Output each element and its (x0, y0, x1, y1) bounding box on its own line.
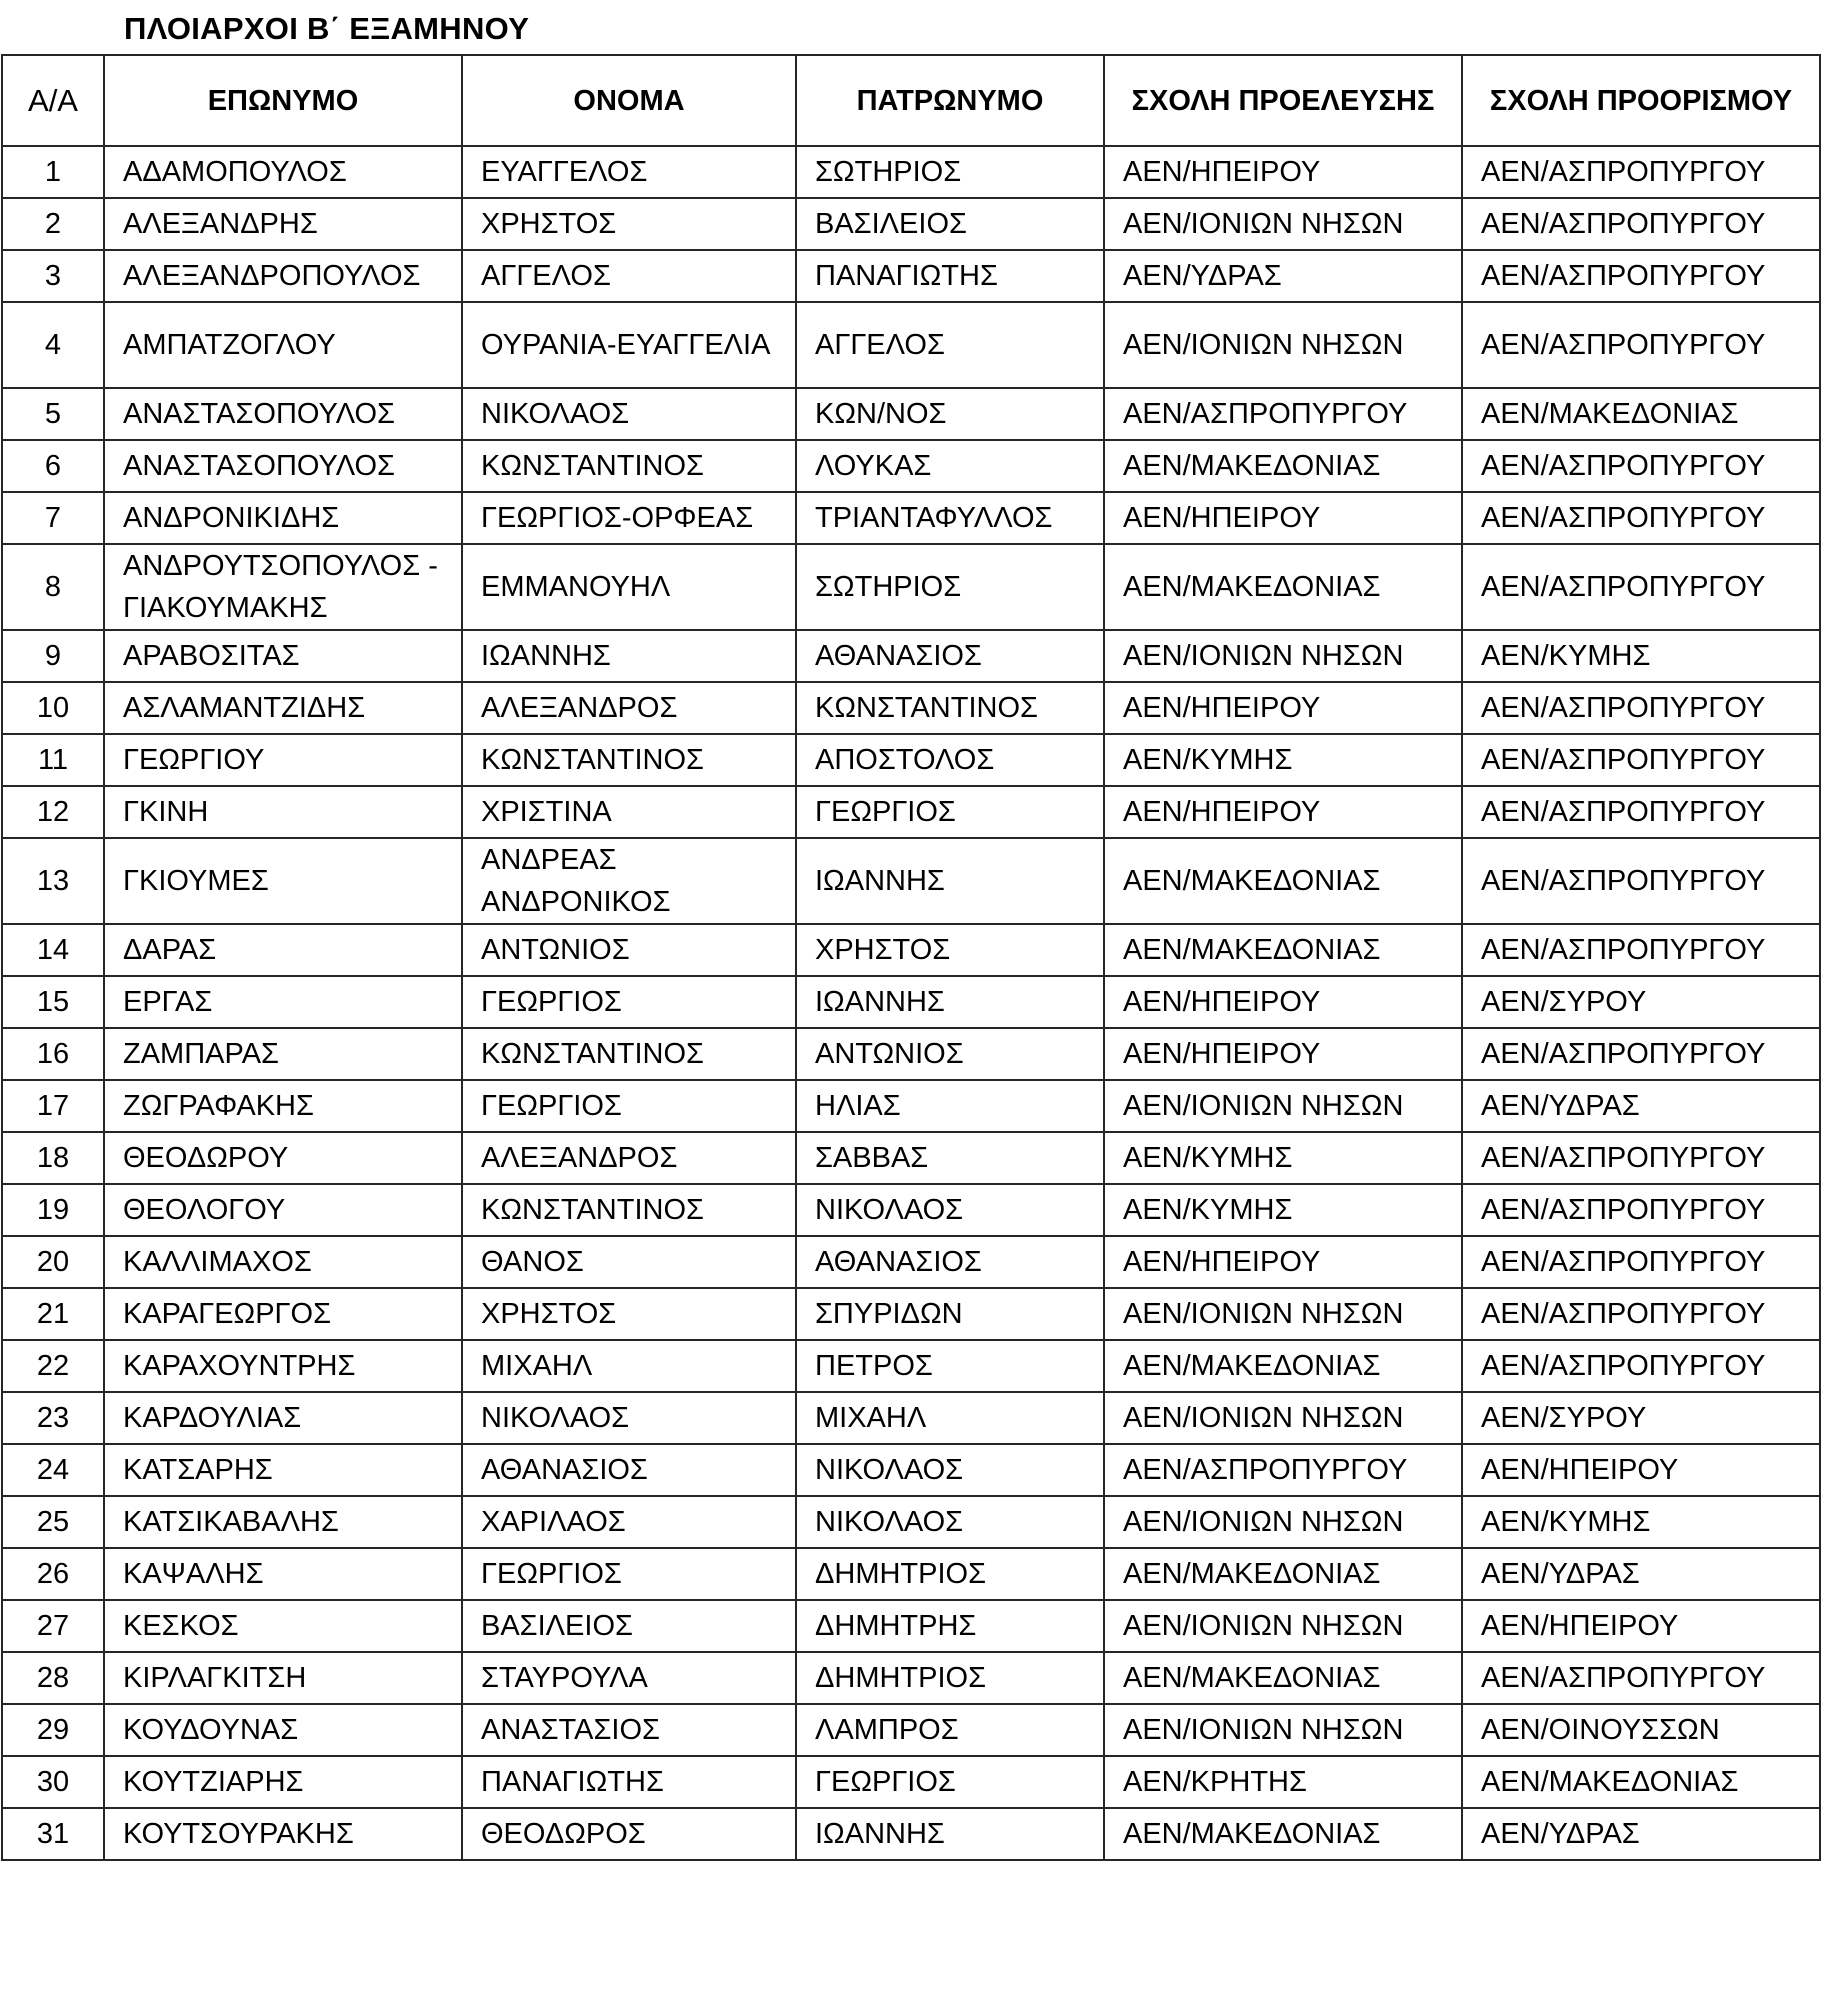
cell-aa: 21 (2, 1288, 104, 1340)
cell-aa: 30 (2, 1756, 104, 1808)
cell-scholi-proeleysis: ΑΕΝ/ΜΑΚΕΔΟΝΙΑΣ (1104, 1808, 1462, 1860)
cell-scholi-proeleysis: ΑΕΝ/ΙΟΝΙΩΝ ΝΗΣΩΝ (1104, 1704, 1462, 1756)
table-row (2, 1236, 1820, 1288)
cell-scholi-proorismou: ΑΕΝ/ΑΣΠΡΟΠΥΡΓΟΥ (1462, 302, 1820, 388)
cell-eponymo: ΖΑΜΠΑΡΑΣ (104, 1028, 462, 1080)
cell-patronymo: ΔΗΜΗΤΡΙΟΣ (796, 1548, 1104, 1600)
cell-scholi-proeleysis: ΑΕΝ/ΜΑΚΕΔΟΝΙΑΣ (1104, 544, 1462, 630)
cell-scholi-proorismou: ΑΕΝ/ΜΑΚΕΔΟΝΙΑΣ (1462, 1756, 1820, 1808)
cell-scholi-proeleysis: ΑΕΝ/ΥΔΡΑΣ (1104, 250, 1462, 302)
cell-scholi-proorismou: ΑΕΝ/ΑΣΠΡΟΠΥΡΓΟΥ (1462, 1184, 1820, 1236)
cell-aa: 19 (2, 1184, 104, 1236)
cell-scholi-proorismou: ΑΕΝ/ΑΣΠΡΟΠΥΡΓΟΥ (1462, 1340, 1820, 1392)
cell-onoma: ΕΥΑΓΓΕΛΟΣ (462, 146, 796, 198)
cell-eponymo: ΚΑΡΑΧΟΥΝΤΡΗΣ (104, 1340, 462, 1392)
cell-eponymo: ΚΟΥΤΖΙΑΡΗΣ (104, 1756, 462, 1808)
cell-scholi-proorismou: ΑΕΝ/ΗΠΕΙΡΟΥ (1462, 1444, 1820, 1496)
cell-onoma: ΧΡΙΣΤΙΝΑ (462, 786, 796, 838)
cell-onoma: ΠΑΝΑΓΙΩΤΗΣ (462, 1756, 796, 1808)
cell-onoma: ΧΡΗΣΤΟΣ (462, 198, 796, 250)
table-row (2, 198, 1820, 250)
cell-patronymo: ΔΗΜΗΤΡΙΟΣ (796, 1652, 1104, 1704)
table-row (2, 146, 1820, 198)
cell-aa: 1 (2, 146, 104, 198)
cell-patronymo: ΛΑΜΠΡΟΣ (796, 1704, 1104, 1756)
cell-aa: 20 (2, 1236, 104, 1288)
cell-scholi-proorismou: ΑΕΝ/ΥΔΡΑΣ (1462, 1808, 1820, 1860)
cell-onoma: ΕΜΜΑΝΟΥΗΛ (462, 544, 796, 630)
cell-aa: 7 (2, 492, 104, 544)
cell-patronymo: ΝΙΚΟΛΑΟΣ (796, 1444, 1104, 1496)
cell-aa: 9 (2, 630, 104, 682)
cell-patronymo: ΙΩΑΝΝΗΣ (796, 976, 1104, 1028)
header-patronymo: ΠΑΤΡΩΝΥΜΟ (796, 55, 1104, 146)
cell-eponymo: ΚΑΡΔΟΥΛΙΑΣ (104, 1392, 462, 1444)
cell-aa: 15 (2, 976, 104, 1028)
cell-eponymo: ΓΚΙΝΗ (104, 786, 462, 838)
cell-scholi-proeleysis: ΑΕΝ/ΗΠΕΙΡΟΥ (1104, 146, 1462, 198)
table-row (2, 682, 1820, 734)
cell-aa: 27 (2, 1600, 104, 1652)
cell-patronymo: ΗΛΙΑΣ (796, 1080, 1104, 1132)
table-row (2, 976, 1820, 1028)
cell-onoma: ΑΘΑΝΑΣΙΟΣ (462, 1444, 796, 1496)
cell-scholi-proorismou: ΑΕΝ/ΗΠΕΙΡΟΥ (1462, 1600, 1820, 1652)
cell-eponymo: ΑΛΕΞΑΝΔΡΟΠΟΥΛΟΣ (104, 250, 462, 302)
cell-onoma: ΓΕΩΡΓΙΟΣ (462, 1548, 796, 1600)
table-row (2, 734, 1820, 786)
table-row (2, 1496, 1820, 1548)
cell-scholi-proeleysis: ΑΕΝ/ΑΣΠΡΟΠΥΡΓΟΥ (1104, 388, 1462, 440)
cell-scholi-proorismou: ΑΕΝ/ΑΣΠΡΟΠΥΡΓΟΥ (1462, 1028, 1820, 1080)
cell-patronymo: ΑΠΟΣΤΟΛΟΣ (796, 734, 1104, 786)
cell-aa: 31 (2, 1808, 104, 1860)
cell-eponymo: ΑΝΔΡΟΥΤΣΟΠΟΥΛΟΣ - ΓΙΑΚΟΥΜΑΚΗΣ (104, 544, 462, 630)
cell-aa: 29 (2, 1704, 104, 1756)
cell-aa: 4 (2, 302, 104, 388)
cell-scholi-proorismou: ΑΕΝ/ΑΣΠΡΟΠΥΡΓΟΥ (1462, 1132, 1820, 1184)
cell-eponymo: ΑΣΛΑΜΑΝΤΖΙΔΗΣ (104, 682, 462, 734)
cell-onoma: ΓΕΩΡΓΙΟΣ-ΟΡΦΕΑΣ (462, 492, 796, 544)
cell-scholi-proeleysis: ΑΕΝ/ΜΑΚΕΔΟΝΙΑΣ (1104, 838, 1462, 924)
header-eponymo: ΕΠΩΝΥΜΟ (104, 55, 462, 146)
cell-scholi-proorismou: ΑΕΝ/ΟΙΝΟΥΣΣΩΝ (1462, 1704, 1820, 1756)
table-row (2, 1756, 1820, 1808)
cell-aa: 12 (2, 786, 104, 838)
cell-patronymo: ΤΡΙΑΝΤΑΦΥΛΛΟΣ (796, 492, 1104, 544)
cell-patronymo: ΒΑΣΙΛΕΙΟΣ (796, 198, 1104, 250)
cell-patronymo: ΚΩΝ/ΝΟΣ (796, 388, 1104, 440)
cell-patronymo: ΚΩΝΣΤΑΝΤΙΝΟΣ (796, 682, 1104, 734)
cell-patronymo: ΑΘΑΝΑΣΙΟΣ (796, 1236, 1104, 1288)
cell-eponymo: ΘΕΟΛΟΓΟΥ (104, 1184, 462, 1236)
cell-patronymo: ΔΗΜΗΤΡΗΣ (796, 1600, 1104, 1652)
cell-aa: 5 (2, 388, 104, 440)
cell-scholi-proeleysis: ΑΕΝ/ΗΠΕΙΡΟΥ (1104, 1236, 1462, 1288)
header-scholi-proorismou: ΣΧΟΛΗ ΠΡΟΟΡΙΣΜΟΥ (1462, 55, 1820, 146)
cell-patronymo: ΙΩΑΝΝΗΣ (796, 1808, 1104, 1860)
cell-scholi-proeleysis: ΑΕΝ/ΙΟΝΙΩΝ ΝΗΣΩΝ (1104, 1392, 1462, 1444)
cell-scholi-proorismou: ΑΕΝ/ΑΣΠΡΟΠΥΡΓΟΥ (1462, 682, 1820, 734)
cell-aa: 8 (2, 544, 104, 630)
cell-eponymo: ΓΚΙΟΥΜΕΣ (104, 838, 462, 924)
cell-patronymo: ΓΕΩΡΓΙΟΣ (796, 1756, 1104, 1808)
cell-onoma: ΣΤΑΥΡΟΥΛΑ (462, 1652, 796, 1704)
table-row (2, 250, 1820, 302)
cell-onoma: ΑΓΓΕΛΟΣ (462, 250, 796, 302)
cell-scholi-proorismou: ΑΕΝ/ΥΔΡΑΣ (1462, 1080, 1820, 1132)
cell-eponymo: ΑΛΕΞΑΝΔΡΗΣ (104, 198, 462, 250)
cell-eponymo: ΚΑΡΑΓΕΩΡΓΟΣ (104, 1288, 462, 1340)
cell-scholi-proeleysis: ΑΕΝ/ΙΟΝΙΩΝ ΝΗΣΩΝ (1104, 1288, 1462, 1340)
cell-aa: 26 (2, 1548, 104, 1600)
cell-patronymo: ΜΙΧΑΗΛ (796, 1392, 1104, 1444)
cell-eponymo: ΔΑΡΑΣ (104, 924, 462, 976)
cell-eponymo: ΚΟΥΤΣΟΥΡΑΚΗΣ (104, 1808, 462, 1860)
cell-eponymo: ΑΔΑΜΟΠΟΥΛΟΣ (104, 146, 462, 198)
cell-scholi-proeleysis: ΑΕΝ/ΚΥΜΗΣ (1104, 734, 1462, 786)
cell-scholi-proorismou: ΑΕΝ/ΑΣΠΡΟΠΥΡΓΟΥ (1462, 734, 1820, 786)
cell-scholi-proeleysis: ΑΕΝ/ΚΡΗΤΗΣ (1104, 1756, 1462, 1808)
cell-aa: 14 (2, 924, 104, 976)
cell-patronymo: ΣΩΤΗΡΙΟΣ (796, 544, 1104, 630)
cell-scholi-proorismou: ΑΕΝ/ΑΣΠΡΟΠΥΡΓΟΥ (1462, 198, 1820, 250)
cell-onoma: ΙΩΑΝΝΗΣ (462, 630, 796, 682)
table-row (2, 440, 1820, 492)
table-row (2, 838, 1820, 924)
cell-eponymo: ΑΝΔΡΟΝΙΚΙΔΗΣ (104, 492, 462, 544)
table-row (2, 1444, 1820, 1496)
cell-onoma: ΒΑΣΙΛΕΙΟΣ (462, 1600, 796, 1652)
cell-aa: 3 (2, 250, 104, 302)
cell-scholi-proeleysis: ΑΕΝ/ΜΑΚΕΔΟΝΙΑΣ (1104, 1548, 1462, 1600)
table-row (2, 1392, 1820, 1444)
table-row (2, 1288, 1820, 1340)
cell-aa: 25 (2, 1496, 104, 1548)
header-onoma: ΟΝΟΜΑ (462, 55, 796, 146)
cell-aa: 10 (2, 682, 104, 734)
cell-aa: 16 (2, 1028, 104, 1080)
cell-eponymo: ΚΕΣΚΟΣ (104, 1600, 462, 1652)
cell-scholi-proeleysis: ΑΕΝ/ΚΥΜΗΣ (1104, 1184, 1462, 1236)
cell-scholi-proorismou: ΑΕΝ/ΑΣΠΡΟΠΥΡΓΟΥ (1462, 492, 1820, 544)
cell-onoma: ΚΩΝΣΤΑΝΤΙΝΟΣ (462, 440, 796, 492)
cell-eponymo: ΖΩΓΡΑΦΑΚΗΣ (104, 1080, 462, 1132)
cell-patronymo: ΙΩΑΝΝΗΣ (796, 838, 1104, 924)
cell-scholi-proeleysis: ΑΕΝ/ΙΟΝΙΩΝ ΝΗΣΩΝ (1104, 302, 1462, 388)
cell-onoma: ΑΝΔΡΕΑΣ ΑΝΔΡΟΝΙΚΟΣ (462, 838, 796, 924)
cell-scholi-proorismou: ΑΕΝ/ΑΣΠΡΟΠΥΡΓΟΥ (1462, 146, 1820, 198)
cell-onoma: ΓΕΩΡΓΙΟΣ (462, 1080, 796, 1132)
cell-eponymo: ΚΑΤΣΑΡΗΣ (104, 1444, 462, 1496)
cell-eponymo: ΑΜΠΑΤΖΟΓΛΟΥ (104, 302, 462, 388)
cell-patronymo: ΝΙΚΟΛΑΟΣ (796, 1496, 1104, 1548)
cell-scholi-proorismou: ΑΕΝ/ΑΣΠΡΟΠΥΡΓΟΥ (1462, 440, 1820, 492)
cell-scholi-proorismou: ΑΕΝ/ΣΥΡΟΥ (1462, 976, 1820, 1028)
cell-patronymo: ΣΑΒΒΑΣ (796, 1132, 1104, 1184)
table-row (2, 924, 1820, 976)
cell-eponymo: ΕΡΓΑΣ (104, 976, 462, 1028)
cell-onoma: ΘΑΝΟΣ (462, 1236, 796, 1288)
table-row (2, 1132, 1820, 1184)
cell-aa: 2 (2, 198, 104, 250)
cell-eponymo: ΚΟΥΔΟΥΝΑΣ (104, 1704, 462, 1756)
cell-scholi-proeleysis: ΑΕΝ/ΙΟΝΙΩΝ ΝΗΣΩΝ (1104, 630, 1462, 682)
cell-eponymo: ΓΕΩΡΓΙΟΥ (104, 734, 462, 786)
cell-patronymo: ΑΓΓΕΛΟΣ (796, 302, 1104, 388)
cell-scholi-proorismou: ΑΕΝ/ΑΣΠΡΟΠΥΡΓΟΥ (1462, 1652, 1820, 1704)
table-row (2, 1340, 1820, 1392)
cell-eponymo: ΚΙΡΛΑΓΚΙΤΣΗ (104, 1652, 462, 1704)
cell-scholi-proorismou: ΑΕΝ/ΑΣΠΡΟΠΥΡΓΟΥ (1462, 250, 1820, 302)
cell-scholi-proorismou: ΑΕΝ/ΚΥΜΗΣ (1462, 1496, 1820, 1548)
cell-aa: 17 (2, 1080, 104, 1132)
cell-scholi-proorismou: ΑΕΝ/ΚΥΜΗΣ (1462, 630, 1820, 682)
cell-eponymo: ΚΑΤΣΙΚΑΒΑΛΗΣ (104, 1496, 462, 1548)
cell-eponymo: ΑΝΑΣΤΑΣΟΠΟΥΛΟΣ (104, 388, 462, 440)
document-title: ΠΛΟΙΑΡΧΟΙ Β΄ ΕΞΑΜΗΝΟΥ (124, 11, 530, 46)
header-aa: Α/Α (2, 55, 104, 146)
cell-scholi-proeleysis: ΑΕΝ/ΜΑΚΕΔΟΝΙΑΣ (1104, 1652, 1462, 1704)
cell-onoma: ΑΛΕΞΑΝΔΡΟΣ (462, 682, 796, 734)
cell-scholi-proeleysis: ΑΕΝ/ΜΑΚΕΔΟΝΙΑΣ (1104, 924, 1462, 976)
table-row (2, 388, 1820, 440)
cell-scholi-proeleysis: ΑΕΝ/ΗΠΕΙΡΟΥ (1104, 976, 1462, 1028)
table-header (2, 55, 1820, 146)
cell-aa: 13 (2, 838, 104, 924)
cell-scholi-proorismou: ΑΕΝ/ΥΔΡΑΣ (1462, 1548, 1820, 1600)
cell-patronymo: ΠΕΤΡΟΣ (796, 1340, 1104, 1392)
table-row (2, 302, 1820, 388)
cell-scholi-proeleysis: ΑΕΝ/ΑΣΠΡΟΠΥΡΓΟΥ (1104, 1444, 1462, 1496)
cell-scholi-proorismou: ΑΕΝ/ΜΑΚΕΔΟΝΙΑΣ (1462, 388, 1820, 440)
table-row (2, 1548, 1820, 1600)
cell-scholi-proeleysis: ΑΕΝ/ΚΥΜΗΣ (1104, 1132, 1462, 1184)
cell-aa: 28 (2, 1652, 104, 1704)
table-row (2, 544, 1820, 630)
table-row (2, 1028, 1820, 1080)
cell-scholi-proorismou: ΑΕΝ/ΑΣΠΡΟΠΥΡΓΟΥ (1462, 544, 1820, 630)
table-row (2, 1600, 1820, 1652)
cell-scholi-proorismou: ΑΕΝ/ΑΣΠΡΟΠΥΡΓΟΥ (1462, 1288, 1820, 1340)
cell-onoma: ΑΝΤΩΝΙΟΣ (462, 924, 796, 976)
cell-onoma: ΑΝΑΣΤΑΣΙΟΣ (462, 1704, 796, 1756)
cell-onoma: ΜΙΧΑΗΛ (462, 1340, 796, 1392)
cell-scholi-proorismou: ΑΕΝ/ΣΥΡΟΥ (1462, 1392, 1820, 1444)
cell-scholi-proeleysis: ΑΕΝ/ΗΠΕΙΡΟΥ (1104, 1028, 1462, 1080)
cell-onoma: ΟΥΡΑΝΙΑ-ΕΥΑΓΓΕΛΙΑ (462, 302, 796, 388)
cell-onoma: ΧΡΗΣΤΟΣ (462, 1288, 796, 1340)
students-table (1, 54, 1821, 1861)
cell-onoma: ΓΕΩΡΓΙΟΣ (462, 976, 796, 1028)
header-row (2, 55, 1820, 146)
cell-aa: 23 (2, 1392, 104, 1444)
cell-patronymo: ΣΩΤΗΡΙΟΣ (796, 146, 1104, 198)
table-row (2, 1808, 1820, 1860)
cell-onoma: ΚΩΝΣΤΑΝΤΙΝΟΣ (462, 734, 796, 786)
cell-patronymo: ΑΘΑΝΑΣΙΟΣ (796, 630, 1104, 682)
cell-scholi-proeleysis: ΑΕΝ/ΙΟΝΙΩΝ ΝΗΣΩΝ (1104, 1080, 1462, 1132)
cell-patronymo: ΑΝΤΩΝΙΟΣ (796, 1028, 1104, 1080)
cell-scholi-proeleysis: ΑΕΝ/ΙΟΝΙΩΝ ΝΗΣΩΝ (1104, 1496, 1462, 1548)
table-row (2, 786, 1820, 838)
cell-scholi-proeleysis: ΑΕΝ/ΜΑΚΕΔΟΝΙΑΣ (1104, 1340, 1462, 1392)
cell-patronymo: ΝΙΚΟΛΑΟΣ (796, 1184, 1104, 1236)
cell-onoma: ΚΩΝΣΤΑΝΤΙΝΟΣ (462, 1028, 796, 1080)
cell-onoma: ΧΑΡΙΛΑΟΣ (462, 1496, 796, 1548)
cell-eponymo: ΘΕΟΔΩΡΟΥ (104, 1132, 462, 1184)
table-row (2, 1184, 1820, 1236)
cell-aa: 6 (2, 440, 104, 492)
cell-eponymo: ΚΑΨΑΛΗΣ (104, 1548, 462, 1600)
cell-patronymo: ΧΡΗΣΤΟΣ (796, 924, 1104, 976)
cell-aa: 18 (2, 1132, 104, 1184)
cell-onoma: ΝΙΚΟΛΑΟΣ (462, 388, 796, 440)
cell-onoma: ΚΩΝΣΤΑΝΤΙΝΟΣ (462, 1184, 796, 1236)
cell-scholi-proeleysis: ΑΕΝ/ΗΠΕΙΡΟΥ (1104, 492, 1462, 544)
cell-onoma: ΝΙΚΟΛΑΟΣ (462, 1392, 796, 1444)
cell-scholi-proorismou: ΑΕΝ/ΑΣΠΡΟΠΥΡΓΟΥ (1462, 1236, 1820, 1288)
cell-aa: 24 (2, 1444, 104, 1496)
cell-patronymo: ΠΑΝΑΓΙΩΤΗΣ (796, 250, 1104, 302)
cell-scholi-proeleysis: ΑΕΝ/ΜΑΚΕΔΟΝΙΑΣ (1104, 440, 1462, 492)
cell-patronymo: ΛΟΥΚΑΣ (796, 440, 1104, 492)
cell-patronymo: ΓΕΩΡΓΙΟΣ (796, 786, 1104, 838)
table-row (2, 492, 1820, 544)
cell-scholi-proeleysis: ΑΕΝ/ΙΟΝΙΩΝ ΝΗΣΩΝ (1104, 1600, 1462, 1652)
cell-eponymo: ΚΑΛΛΙΜΑΧΟΣ (104, 1236, 462, 1288)
cell-aa: 22 (2, 1340, 104, 1392)
cell-onoma: ΘΕΟΔΩΡΟΣ (462, 1808, 796, 1860)
table-row (2, 1704, 1820, 1756)
cell-eponymo: ΑΡΑΒΟΣΙΤΑΣ (104, 630, 462, 682)
cell-onoma: ΑΛΕΞΑΝΔΡΟΣ (462, 1132, 796, 1184)
table-body (2, 146, 1820, 1860)
cell-scholi-proeleysis: ΑΕΝ/ΗΠΕΙΡΟΥ (1104, 786, 1462, 838)
cell-eponymo: ΑΝΑΣΤΑΣΟΠΟΥΛΟΣ (104, 440, 462, 492)
header-scholi-proeleysis: ΣΧΟΛΗ ΠΡΟΕΛΕΥΣΗΣ (1104, 55, 1462, 146)
table-row (2, 1080, 1820, 1132)
cell-scholi-proorismou: ΑΕΝ/ΑΣΠΡΟΠΥΡΓΟΥ (1462, 924, 1820, 976)
table-row (2, 630, 1820, 682)
cell-scholi-proeleysis: ΑΕΝ/ΙΟΝΙΩΝ ΝΗΣΩΝ (1104, 198, 1462, 250)
cell-scholi-proeleysis: ΑΕΝ/ΗΠΕΙΡΟΥ (1104, 682, 1462, 734)
cell-aa: 11 (2, 734, 104, 786)
table-row (2, 1652, 1820, 1704)
cell-scholi-proorismou: ΑΕΝ/ΑΣΠΡΟΠΥΡΓΟΥ (1462, 786, 1820, 838)
cell-scholi-proorismou: ΑΕΝ/ΑΣΠΡΟΠΥΡΓΟΥ (1462, 838, 1820, 924)
cell-patronymo: ΣΠΥΡΙΔΩΝ (796, 1288, 1104, 1340)
